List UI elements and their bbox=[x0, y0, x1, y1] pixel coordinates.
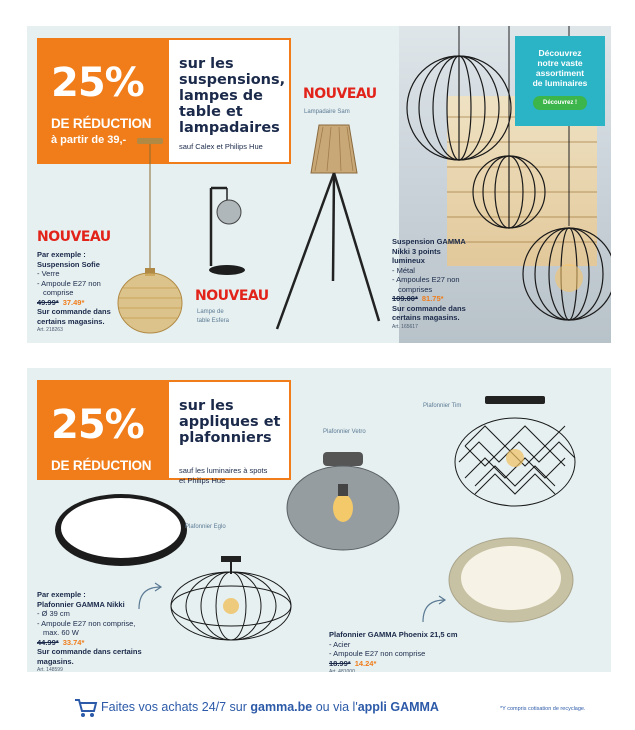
price-line bbox=[392, 294, 466, 304]
product-spec: - Ampoules E27 non bbox=[392, 275, 460, 284]
caption-floor-lamp: Lampadaire Sam bbox=[304, 109, 350, 115]
order-note: Sur commande dans bbox=[392, 303, 466, 313]
old-price: 109.00* bbox=[392, 294, 418, 303]
caption-tim: Plafonnier Tim bbox=[423, 403, 462, 409]
product-intro: Par exemple : bbox=[37, 590, 86, 599]
product-name: Suspension Sofie bbox=[37, 259, 100, 269]
product-spec: - Ø 39 cm bbox=[37, 609, 70, 618]
product-spec: comprises bbox=[398, 284, 433, 294]
footer-shop-text bbox=[101, 700, 439, 714]
discover-promo-box bbox=[515, 36, 605, 126]
discount-label: DE RÉDUCTION bbox=[51, 458, 152, 473]
promo-panel-ceiling-lights bbox=[27, 368, 611, 672]
caption-table-lamp: Lampe de table Esfera bbox=[197, 309, 230, 324]
product-name: Plafonnier GAMMA Nikki bbox=[37, 599, 125, 609]
offer-headline: sur les appliques et plafonniers bbox=[179, 398, 281, 446]
article-number: Art. 148599 bbox=[37, 667, 63, 672]
order-note: certains magasins. bbox=[37, 316, 105, 326]
ceiling-nikki-image bbox=[169, 556, 299, 646]
product-name: Suspension GAMMA bbox=[392, 237, 466, 246]
order-note: Sur commande dans bbox=[37, 307, 111, 316]
promo-panel-suspensions bbox=[27, 26, 611, 343]
ceiling-phoenix-image bbox=[447, 536, 577, 626]
discount-percentage: 25% bbox=[51, 402, 144, 448]
product-spec: - Verre bbox=[37, 269, 60, 278]
product-spec: - Ampoule E27 non comprise bbox=[329, 649, 426, 658]
product-info-nikki-ceiling bbox=[37, 590, 142, 672]
caption-vetro: Plafonnier Vetro bbox=[323, 429, 366, 435]
order-note: magasins. bbox=[37, 656, 74, 666]
product-spec: - Ampoule E27 non comprise, bbox=[37, 618, 136, 628]
product-name: lumineux bbox=[392, 256, 425, 265]
caption-eglo: Plafonnier Eglo bbox=[185, 524, 226, 530]
footer-text-part: ou via l' bbox=[315, 700, 358, 714]
article-number: Art. 165617 bbox=[392, 323, 418, 330]
order-note: Sur commande dans certains bbox=[37, 647, 142, 656]
product-name: Nikki 3 points bbox=[392, 246, 441, 256]
curved-arrow-icon bbox=[419, 596, 449, 626]
price-line bbox=[37, 638, 142, 648]
new-price: 37.49* bbox=[62, 297, 85, 307]
discount-label: DE RÉDUCTION bbox=[51, 116, 152, 131]
order-note: certains magasins. bbox=[392, 313, 460, 322]
discount-badge bbox=[37, 380, 167, 480]
website-link[interactable]: gamma.be bbox=[250, 700, 313, 714]
offer-exclusions: sauf les luminaires à spots et Philips Hue bbox=[179, 466, 268, 485]
price-line bbox=[37, 298, 111, 308]
pendant-sofie-image bbox=[115, 138, 195, 338]
new-price: 14.24* bbox=[354, 658, 377, 668]
product-info-phoenix bbox=[329, 630, 458, 672]
recycling-footnote: *Y compris cotisation de recyclage. bbox=[500, 706, 586, 712]
ceiling-tim-image bbox=[455, 396, 585, 506]
product-intro: Par exemple : bbox=[37, 250, 86, 259]
new-price: 81.75* bbox=[421, 294, 444, 303]
new-badge-table-lamp: NOUVEAU bbox=[195, 288, 269, 304]
table-lamp-image bbox=[205, 184, 255, 284]
cart-icon[interactable] bbox=[74, 698, 98, 718]
app-link[interactable]: appli GAMMA bbox=[357, 700, 439, 714]
new-price: 33.74* bbox=[62, 637, 85, 647]
old-price: 44.99* bbox=[37, 637, 59, 647]
product-spec: max. 60 W bbox=[43, 628, 79, 637]
offer-description-box bbox=[167, 380, 291, 485]
ceiling-vetro-image bbox=[283, 446, 403, 556]
old-price: 49.99* bbox=[37, 297, 59, 307]
old-price: 18.99* bbox=[329, 658, 351, 668]
discover-button[interactable]: Découvrez ! bbox=[533, 96, 587, 110]
offer-headline: sur les suspensions, lampes de table et lampadaires bbox=[179, 56, 286, 136]
floor-lamp-image bbox=[267, 121, 387, 343]
product-spec: comprise bbox=[43, 288, 74, 297]
product-spec: - Acier bbox=[329, 639, 351, 649]
product-info-sofie bbox=[37, 250, 111, 336]
article-number: Art. 218263 bbox=[37, 327, 63, 333]
footer bbox=[0, 696, 635, 726]
offer-exclusions: sauf Calex et Philips Hue bbox=[179, 142, 263, 151]
price-line bbox=[329, 659, 458, 669]
discover-promo-text: Découvrez notre vaste assortiment de luminaires bbox=[532, 48, 588, 88]
product-info-nikki bbox=[392, 237, 466, 332]
minimum-price-note: à partir de 39,- bbox=[51, 134, 127, 146]
product-spec: - Métal bbox=[392, 265, 415, 275]
article-number: Art. 481000 bbox=[329, 669, 355, 672]
product-spec: - Ampoule E27 non bbox=[37, 278, 101, 288]
new-badge-sofie: NOUVEAU bbox=[37, 229, 111, 245]
footer-text-part: Faites vos achats 24/7 sur bbox=[101, 700, 247, 714]
product-name: Plafonnier GAMMA Phoenix 21,5 cm bbox=[329, 630, 458, 639]
new-badge-floor-lamp: NOUVEAU bbox=[303, 86, 377, 102]
discount-percentage: 25% bbox=[51, 60, 144, 106]
